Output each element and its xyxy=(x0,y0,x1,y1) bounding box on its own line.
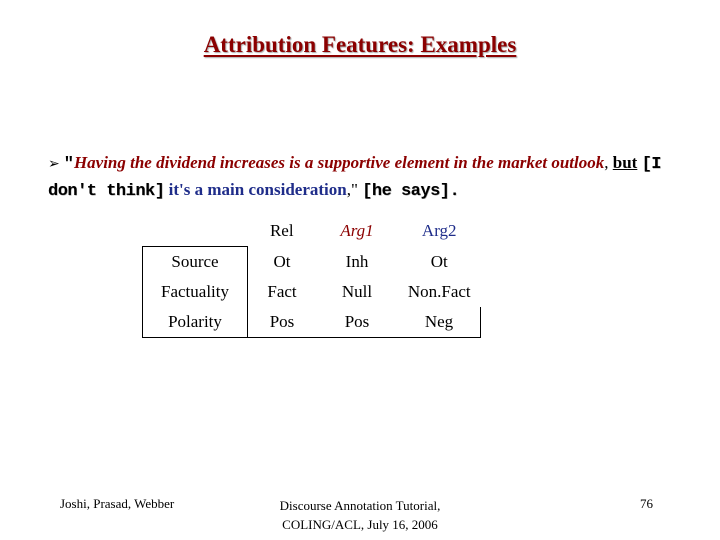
table-header-row xyxy=(143,216,481,247)
slide-title: Attribution Features: Examples xyxy=(203,32,517,57)
table-header-rel: Rel xyxy=(269,221,294,241)
table-cell: Fact xyxy=(248,277,317,307)
close-quote: ," xyxy=(346,180,363,199)
attribution-features-table xyxy=(142,216,481,338)
table-cell: Pos xyxy=(248,307,317,338)
table-cell: Null xyxy=(341,282,373,301)
table-row xyxy=(143,277,481,307)
connective: but xyxy=(612,153,638,172)
footer-event-line-2: COLING/ACL, July 16, 2006 xyxy=(282,517,438,532)
table-cell: Ot xyxy=(248,247,317,278)
footer-authors: Joshi, Prasad, Webber xyxy=(60,496,175,511)
footer-event xyxy=(230,496,490,534)
table-cell: Non.Fact xyxy=(407,282,471,301)
arg2-span: it's a main consideration xyxy=(168,180,347,199)
page-number: 76 xyxy=(640,496,653,511)
table-header-arg1: Arg1 xyxy=(340,221,374,241)
arg1-span: Having the dividend increases is a supportive element in the market outlook xyxy=(73,153,605,172)
table-cell: Neg xyxy=(398,307,481,338)
row-label-source: Source xyxy=(143,247,248,278)
comma: , xyxy=(604,153,613,172)
table-row xyxy=(143,247,481,278)
footer-event-line-1: Discourse Annotation Tutorial, xyxy=(279,498,441,513)
row-label-polarity: Polarity xyxy=(143,307,248,338)
open-quote: " xyxy=(63,155,74,174)
table-cell: Inh xyxy=(345,251,369,271)
arrow-bullet-icon: ➢ xyxy=(48,156,60,172)
example-bullet xyxy=(48,150,688,204)
table-cell: Pos xyxy=(316,307,398,338)
table-header-arg2: Arg2 xyxy=(421,221,457,241)
table-row xyxy=(143,307,481,338)
attribution-span-2: [he says]. xyxy=(362,182,460,201)
table-cell: Ot xyxy=(430,251,448,271)
row-label-factuality: Factuality xyxy=(143,277,248,307)
attribution-span-1: [I don't think] xyxy=(48,155,661,201)
table-corner-cell xyxy=(143,216,248,247)
